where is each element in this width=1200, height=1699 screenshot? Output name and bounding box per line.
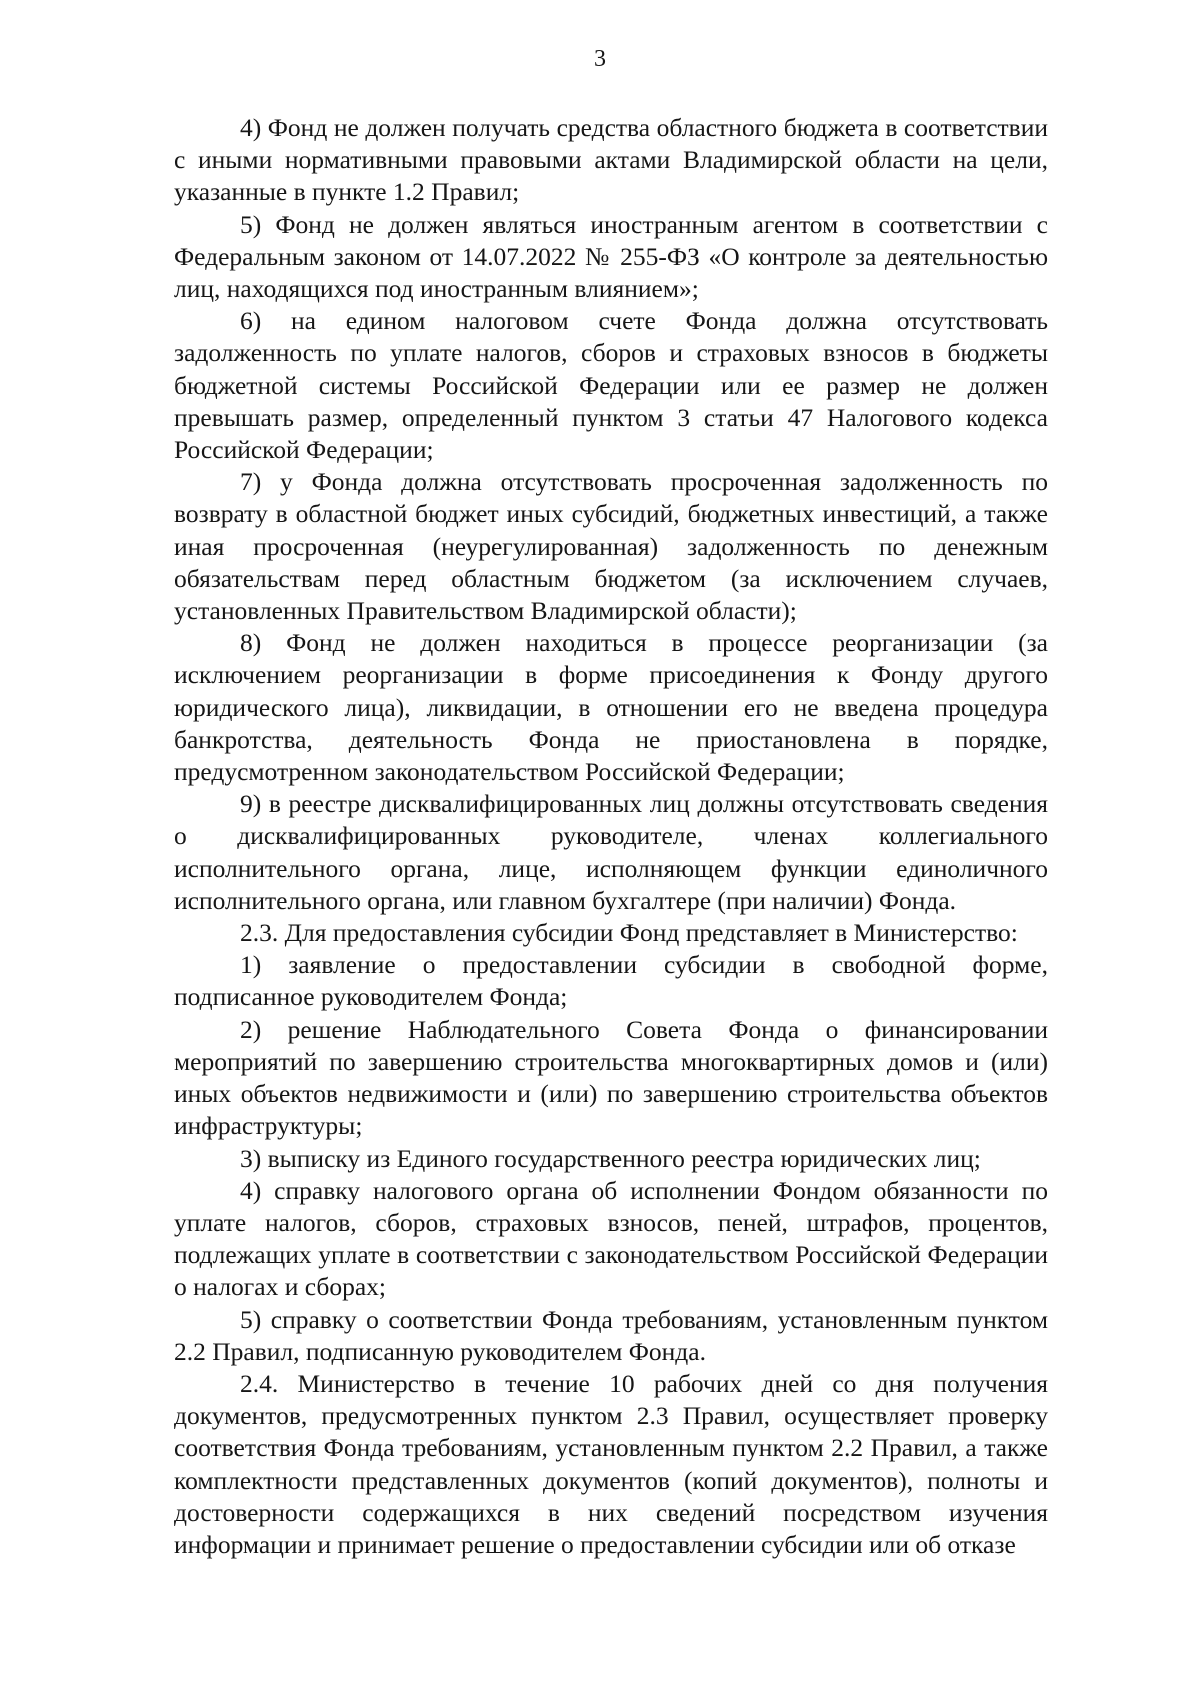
paragraph-item-2-2-7: 7) у Фонда должна отсутствовать просроченная задолженность по возврату в областной бюджет иных субсидий, бюджетных инвестиций, а также иная просроченная (неурегулированная) задолженность по денежным обязательствам перед областным бюджетом (за исключением случаев, установленных Правительством Владимирской области); — [174, 467, 1048, 626]
paragraph-item-2-2-4: 4) Фонд не должен получать средства областного бюджета в соответствии с иными нормативными правовыми актами Владимирской области на цели, указанные в пункте 1.2 Правил; — [174, 113, 1048, 207]
page-number: 3 — [594, 46, 606, 72]
paragraph-item-2-3-1: 1) заявление о предоставлении субсидии в свободной форме, подписанное руководителем Фонда; — [174, 950, 1048, 1012]
paragraph-clause-2-4: 2.4. Министерство в течение 10 рабочих дней со дня получения документов, предусмотренных пунктом 2.3 Правил, осуществляет проверку соответствия Фонда требованиям, установленным пунктом 2.2 Правил, а также комплектности представленных документов (копий документов), полноты и достоверности содержащихся в них сведений посредством изучения информации и принимает решение о предоставлении субсидии или об отказе — [174, 1368, 1048, 1559]
paragraph-item-2-3-5: 5) справку о соответствии Фонда требованиям, установленным пунктом 2.2 Правил, подписанную руководителем Фонда. — [174, 1304, 1048, 1366]
paragraph-item-2-3-3: 3) выписку из Единого государственного реестра юридических лиц; — [240, 1143, 981, 1173]
paragraph-item-2-3-4: 4) справку налогового органа об исполнении Фондом обязанности по уплате налогов, сборов, страховых взносов, пеней, штрафов, процентов, подлежащих уплате в соответствии с законодательством Российской Федерации о налогах и сборах; — [174, 1175, 1048, 1302]
paragraph-item-2-3-2: 2) решение Наблюдательного Совета Фонда о финансировании мероприятий по завершению строительства многоквартирных домов и (или) иных объектов недвижимости и (или) по завершению строительства объектов инфраструктуры; — [174, 1014, 1048, 1141]
paragraph-item-2-2-9: 9) в реестре дисквалифицированных лиц должны отсутствовать сведения о дисквалифицированных руководителе, членах коллегиального исполнительного органа, лице, исполняющем функции единоличного исполнительного органа, или главном бухгалтере (при наличии) Фонда. — [174, 789, 1048, 915]
paragraph-item-2-2-5: 5) Фонд не должен являться иностранным агентом в соответствии с Федеральным законом от 14.07.2022 № 255-ФЗ «О контроле за деятельностью лиц, находящихся под иностранным влиянием»; — [174, 209, 1048, 304]
paragraph-item-2-2-6: 6) на едином налоговом счете Фонда должна отсутствовать задолженность по уплате налогов, сборов и страховых взносов в бюджеты бюджетной системы Российской Федерации или ее размер не должен превышать размер, определенный пунктом 3 статьи 47 Налогового кодекса Российской Федерации; — [174, 306, 1048, 465]
paragraph-item-2-2-8: 8) Фонд не должен находиться в процессе реорганизации (за исключением реорганизации в форме присоединения к Фонду другого юридического лица), ликвидации, в отношении его не введена процедура банкротства, деятельность Фонда не приостановлена в порядке, предусмотренном законодательством Российской Федерации; — [174, 628, 1048, 787]
paragraph-clause-2-3: 2.3. Для предоставления субсидии Фонд представляет в Министерство: — [240, 918, 1018, 948]
document-body — [174, 112, 1048, 1561]
